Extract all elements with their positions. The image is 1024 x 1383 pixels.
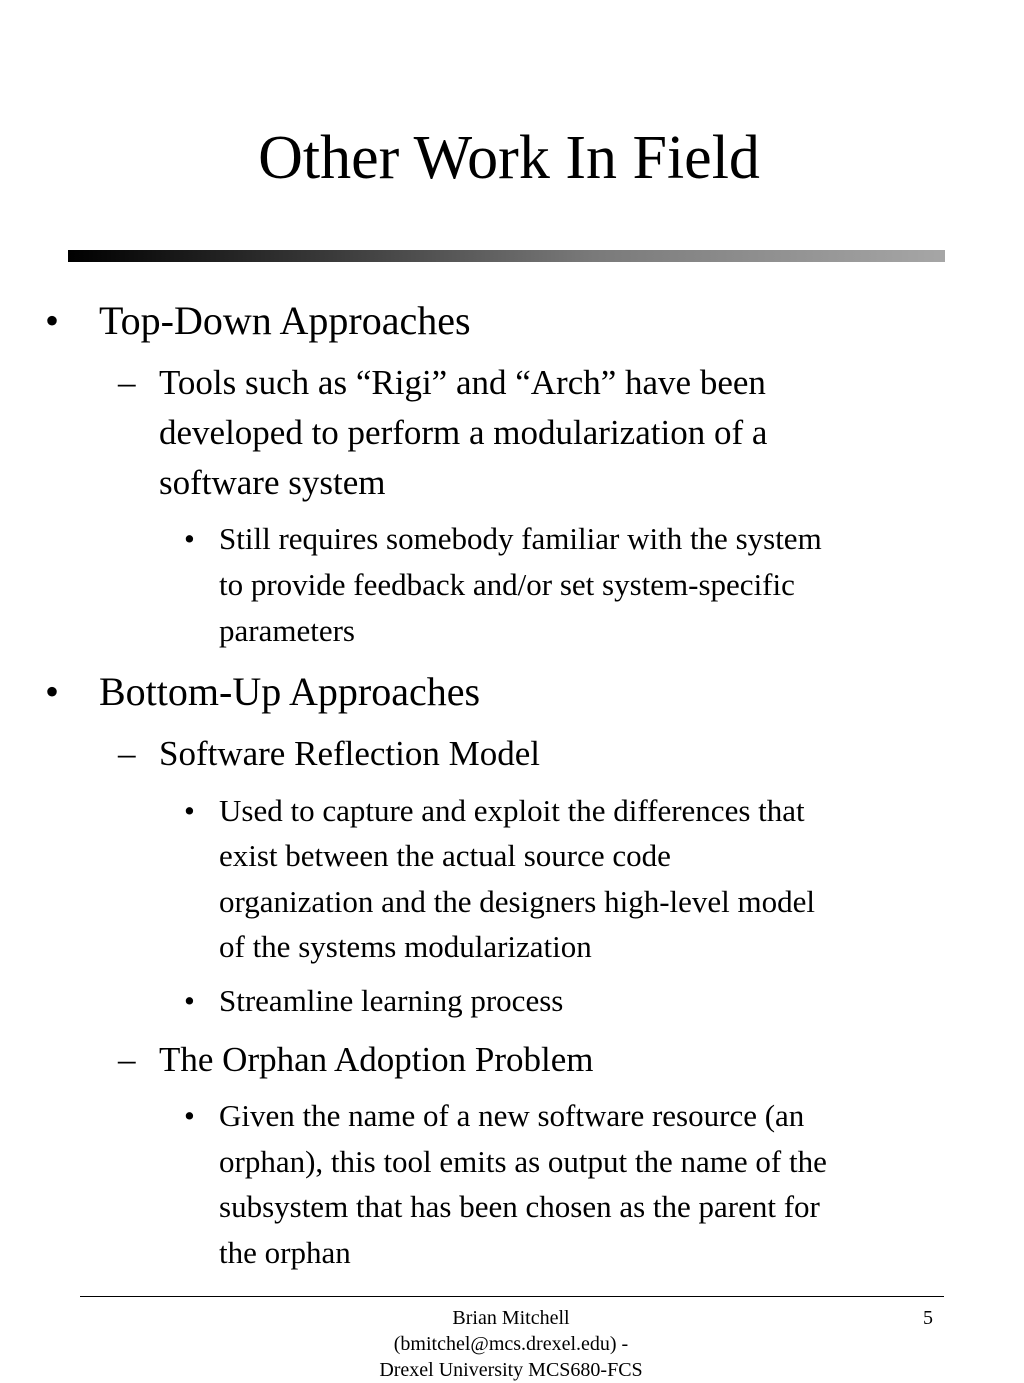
title-gradient-rule [68,250,945,262]
orphan-point-line: Given the name of a new software resource (an [219,1098,805,1133]
tools-text-line: developed to perform a modularization of a [159,413,768,452]
sub-bullet-icon: • [184,983,195,1018]
tools-note-line: parameters [219,613,355,648]
reflection-model-label: Software Reflection Model [159,734,541,773]
orphan-point-line: the orphan [219,1235,351,1270]
page-number: 5 [923,1307,933,1329]
tools-note-line: to provide feedback and/or set system-specific [219,567,795,602]
sub-bullet-icon: • [184,793,195,828]
bullet-icon: • [45,669,60,714]
reflection-point-line: Used to capture and exploit the differences that [219,793,805,828]
reflection-point-line: exist between the actual source code [219,838,671,873]
footer-author [311,1305,711,1383]
sub-bullet-icon: • [184,521,195,556]
sub-bullet-icon: • [184,1098,195,1133]
orphan-point-line: subsystem that has been chosen as the parent for [219,1189,820,1224]
tools-text-line: Tools such as “Rigi” and “Arch” have been [159,363,766,402]
orphan-point-line: orphan), this tool emits as output the name of the [219,1144,827,1179]
orphan-adoption-label: The Orphan Adoption Problem [159,1040,594,1079]
dash-icon: – [118,1040,136,1079]
footer-line: Brian Mitchell [452,1307,570,1329]
reflection-point-line: of the systems modularization [219,929,592,964]
tools-note-line: Still requires somebody familiar with the system [219,521,822,556]
reflection-point-line: organization and the designers high-level model [219,884,816,919]
dash-icon: – [118,734,136,773]
footer-line: (bmitchel@mcs.drexel.edu) - [393,1333,629,1355]
slide-title: Other Work In Field [258,124,760,192]
tools-text-line: software system [159,463,386,502]
bullet-icon: • [45,298,60,343]
bottom-up-heading: Bottom-Up Approaches [99,669,481,714]
reflection-point-line: Streamline learning process [219,983,564,1018]
top-down-heading: Top-Down Approaches [99,298,471,343]
footer-line: Drexel University MCS680-FCS [379,1359,643,1381]
dash-icon: – [118,363,136,402]
footer-rule [80,1296,944,1297]
